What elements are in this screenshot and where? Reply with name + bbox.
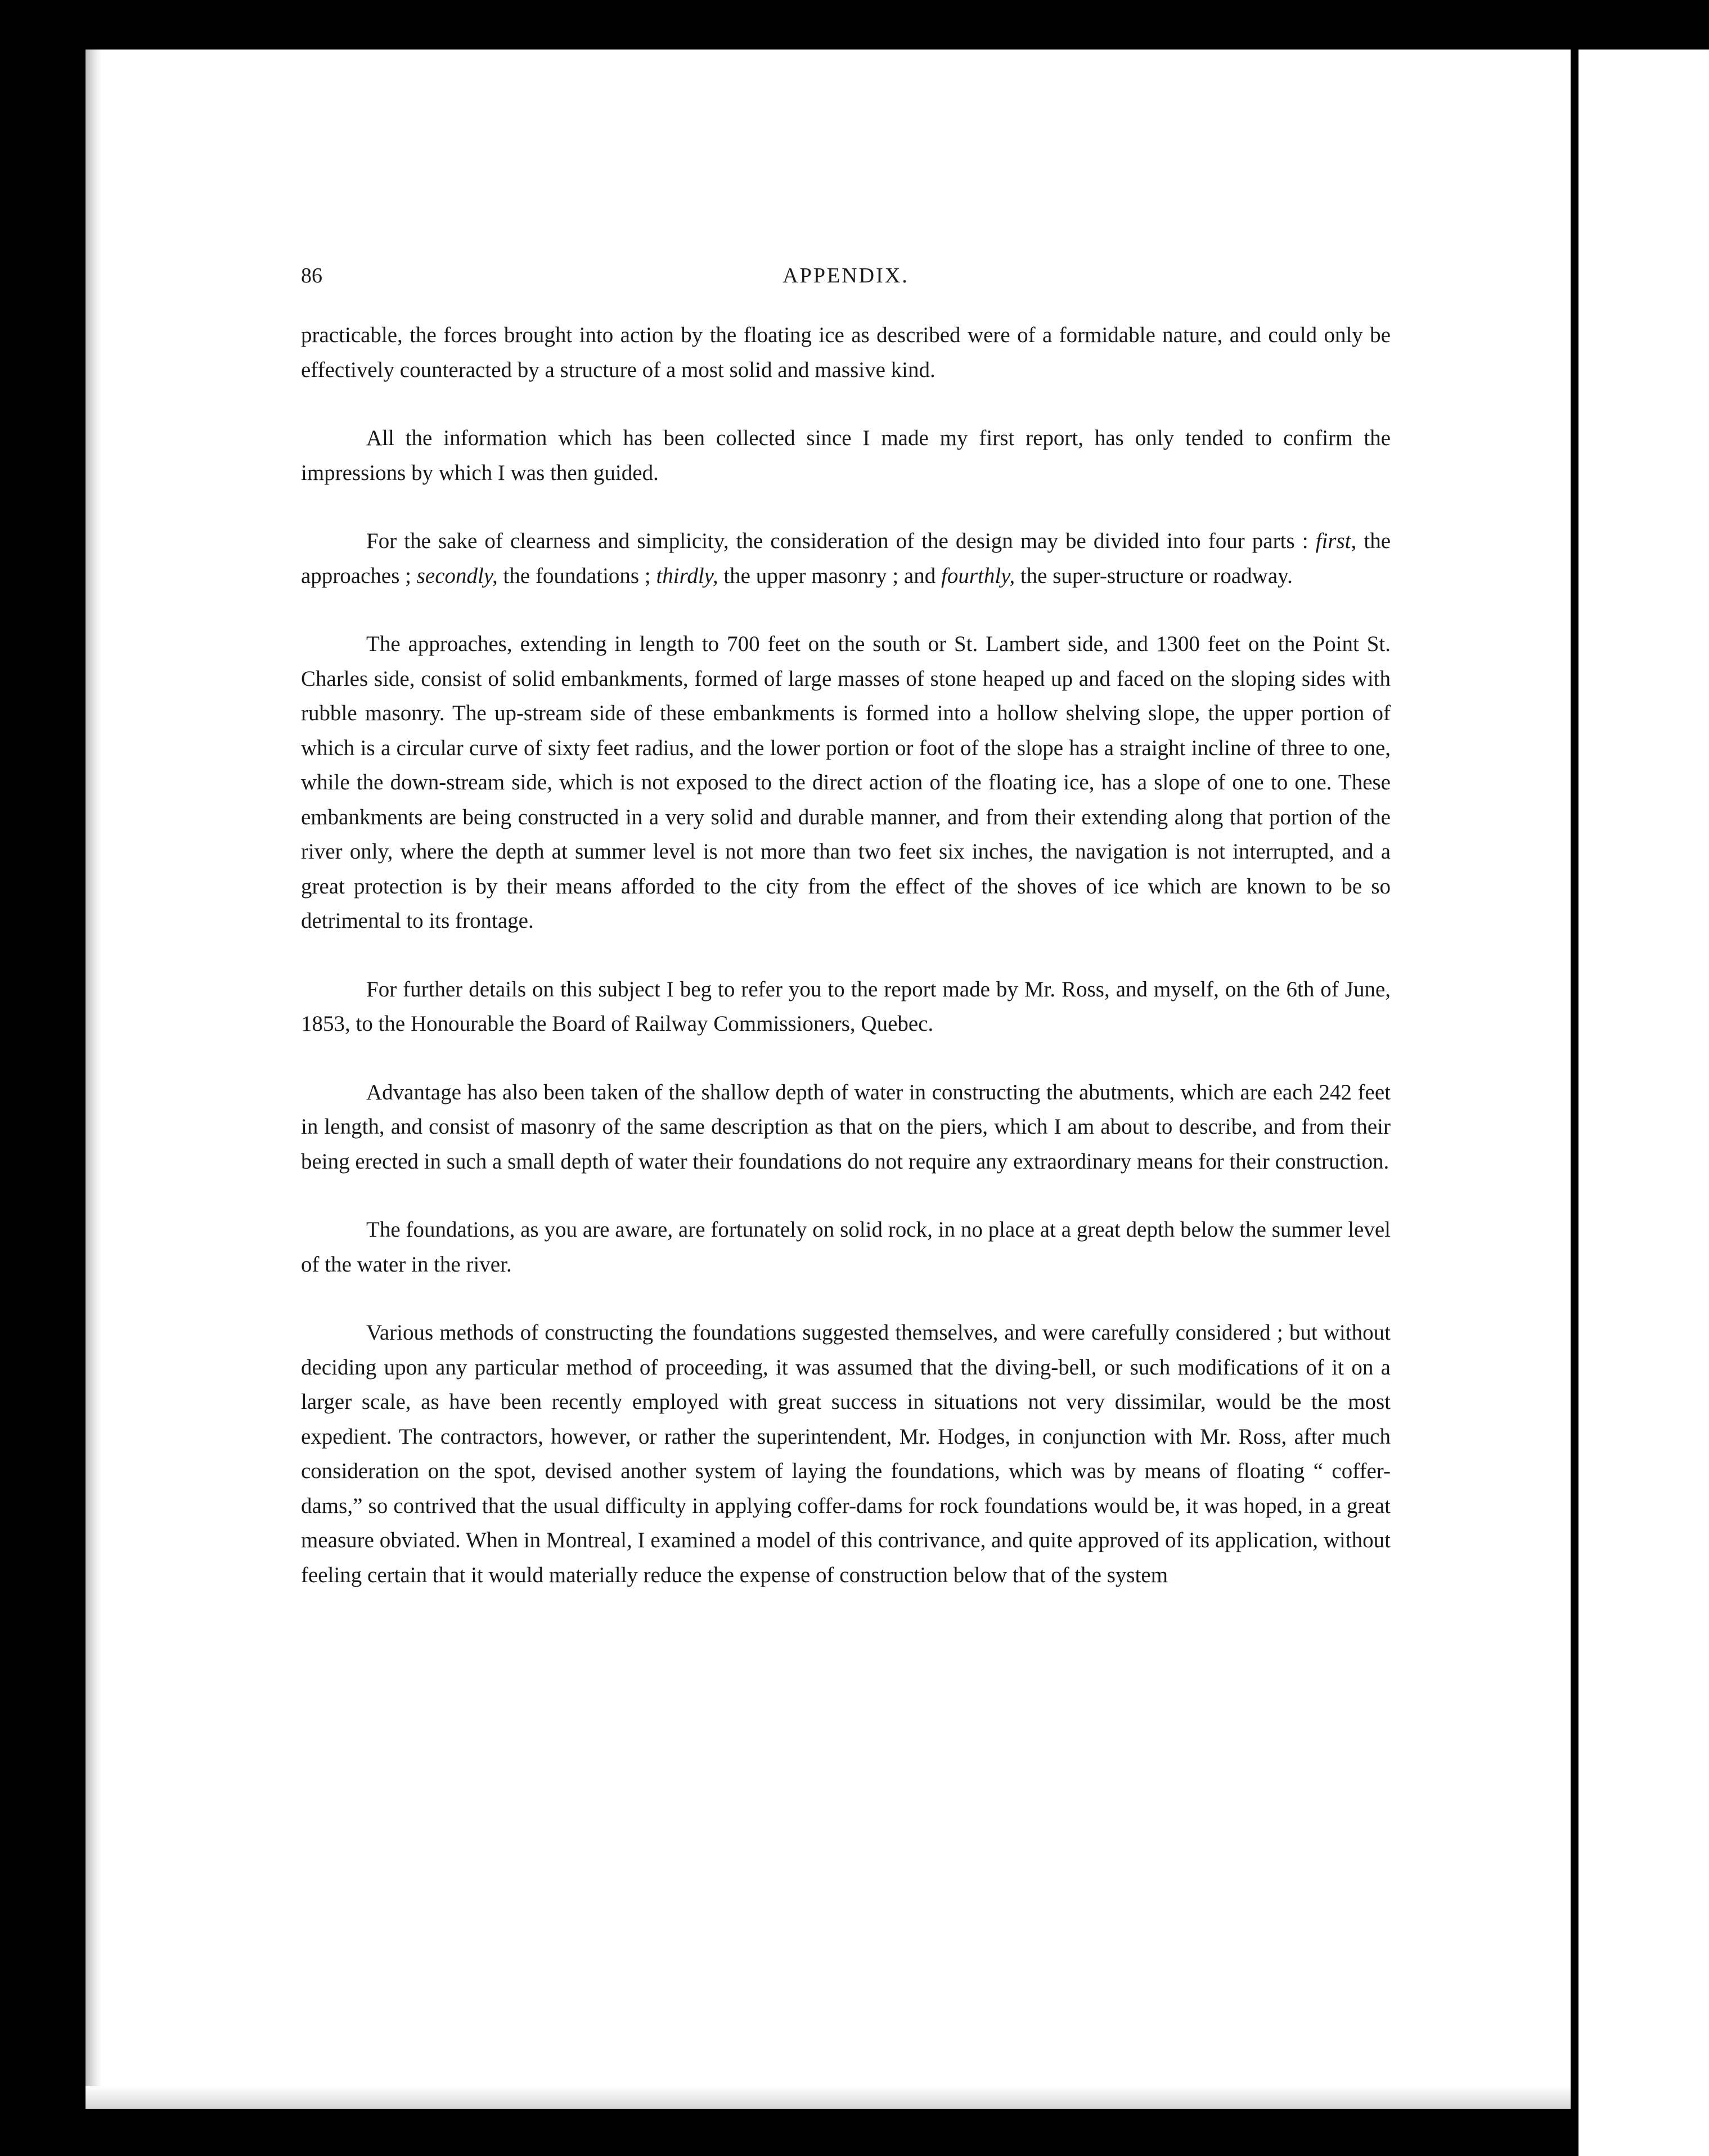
italic-term: first, xyxy=(1315,529,1357,553)
page-gutter-shadow xyxy=(86,50,101,2109)
paragraph: All the information which has been collected since I made my first report, has only tended to confirm the impressions by which I was then guided. xyxy=(301,426,1391,485)
paragraph-text: the upper masonry ; and xyxy=(718,563,941,588)
paragraph xyxy=(301,524,1391,593)
paragraph-text: For the sake of clearness and simplicity, the consideration of the design may be divided into four parts : xyxy=(366,529,1316,553)
scan-border-top xyxy=(0,0,1709,52)
paragraph-text: the super-structure or roadway. xyxy=(1015,563,1293,588)
paragraph-text: the approaches ; xyxy=(301,529,1391,588)
paragraph: For further details on this subject I beg to refer you to the report made by Mr. Ross, and myself, on the 6th of June, 1853, to the Honourable the Board of Railway Commissioners, Quebec. xyxy=(301,977,1391,1036)
page-fold xyxy=(1571,50,1578,2109)
page-header xyxy=(301,263,1391,297)
paragraph: Advantage has also been taken of the shallow depth of water in constructing the abutments, which are each 242 feet in length, and consist of masonry of the same description as that on the piers, which I am about to describe, and from their being erected in such a small depth of water their foundations do not require any extraordinary means for their construction. xyxy=(301,1080,1391,1174)
page-number: 86 xyxy=(301,264,322,288)
paragraph: Various methods of constructing the foundations suggested themselves, and were carefully considered ; but without deciding upon any particular method of proceeding, it was assumed that the diving-bell, or such modifications of it on a larger scale, as have been recently employed with great success in situations not very dissimilar, would be the most expedient. The contractors, however, or rather the superintendent, Mr. Hodges, in conjunction with Mr. Ross, after much consideration on the spot, devised another system of laying the foundations, which was by means of floating “ coffer-dams,” so contrived that the usual difficulty in applying coffer-dams for rock foundations would be, it was hoped, in a great measure obviated. When in Montreal, I examined a model of this contrivance, and quite approved of its application, without feeling certain that it would materially reduce the expense of construction below that of the system xyxy=(301,1320,1391,1587)
scan-border-bottom xyxy=(0,2109,1578,2156)
paragraph: practicable, the forces brought into action by the floating ice as described were of a formidable nature, and could only be effectively counteracted by a structure of a most solid and massive kind. xyxy=(301,323,1391,382)
paragraph: The foundations, as you are aware, are fortunately on solid rock, in no place at a great depth below the summer level of the water in the river. xyxy=(301,1218,1391,1277)
facing-page-edge xyxy=(1578,50,1709,2156)
body-text xyxy=(301,318,1391,1626)
italic-term: secondly, xyxy=(416,563,498,588)
paragraph-text: the foundations ; xyxy=(497,563,656,588)
page-bottom-edge xyxy=(86,2086,1571,2109)
italic-term: fourthly, xyxy=(941,563,1015,588)
italic-term: thirdly, xyxy=(656,563,718,588)
paragraph: The approaches, extending in length to 700 feet on the south or St. Lambert side, and 1300 feet on the Point St. Charles side, consist of solid embankments, formed of large masses of stone heaped up and faced on the sloping sides with rubble masonry. The up-stream side of these embankments is formed into a hollow shelving slope, the upper portion of which is a circular curve of sixty feet radius, and the lower portion or foot of the slope has a straight incline of three to one, while the down-stream side, which is not exposed to the direct action of the floating ice, has a slope of one to one. These embankments are being constructed in a very solid and durable manner, and from their extending along that portion of the river only, where the depth at summer level is not more than two feet six inches, the navigation is not interrupted, and a great protection is by their means afforded to the city from the effect of the shoves of ice which are known to be so detrimental to its frontage. xyxy=(301,632,1391,933)
running-head: APPENDIX. xyxy=(782,264,909,288)
